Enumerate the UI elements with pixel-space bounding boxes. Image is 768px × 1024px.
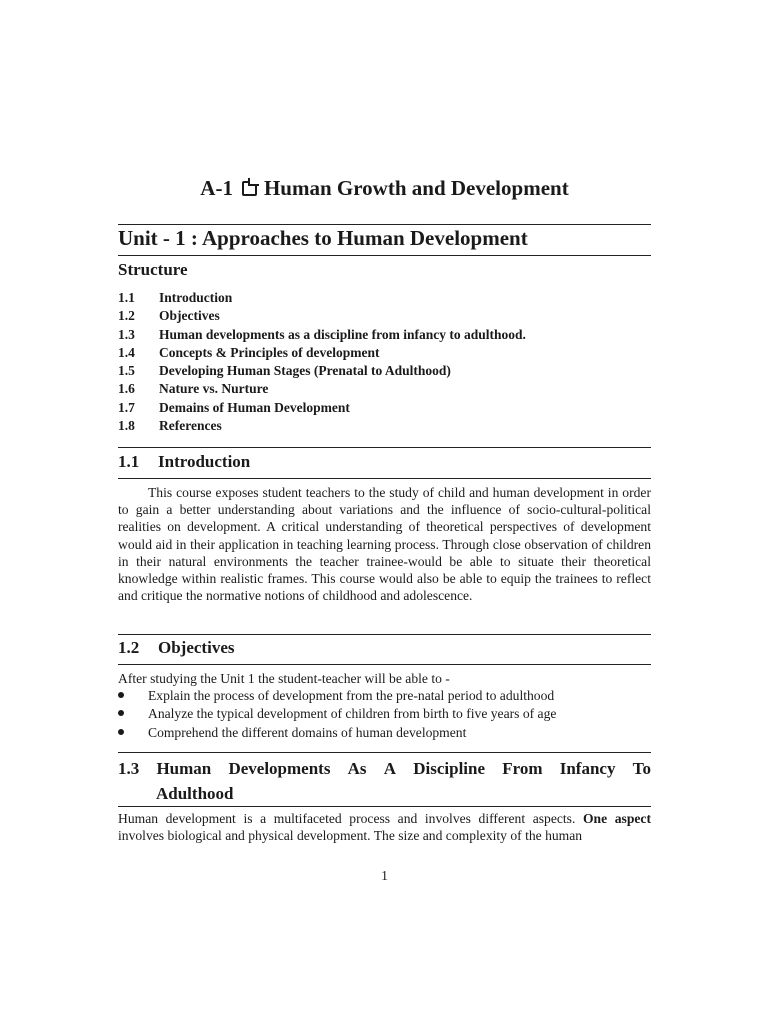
toc-item bbox=[118, 400, 526, 418]
toc-number: 1.6 bbox=[118, 381, 135, 397]
course-code: A-1 bbox=[200, 176, 233, 200]
toc-label: Objectives bbox=[159, 308, 220, 324]
toc-number: 1.1 bbox=[118, 290, 135, 305]
list-item-text: Analyze the typical development of children from birth to five years of age bbox=[148, 706, 557, 722]
heading-word: To bbox=[632, 759, 651, 778]
bullet-icon bbox=[118, 692, 124, 698]
toc-item bbox=[118, 290, 526, 308]
toc-item bbox=[118, 363, 526, 381]
document-title bbox=[118, 176, 651, 201]
toc-label: Nature vs. Nurture bbox=[159, 381, 269, 397]
heading-word: Discipline bbox=[413, 759, 486, 778]
section-heading-line: Adulthood bbox=[156, 784, 234, 803]
bullet-icon bbox=[118, 710, 124, 716]
page-number: 1 bbox=[381, 868, 388, 883]
heading-word: From bbox=[502, 759, 543, 778]
section-number: 1.2 bbox=[118, 638, 140, 657]
course-title: Human Growth and Development bbox=[263, 176, 569, 200]
divider bbox=[118, 478, 651, 479]
section-heading-objectives bbox=[118, 638, 234, 658]
toc-number: 1.5 bbox=[118, 363, 135, 379]
toc-label: Human developments as a discipline from infancy to adulthood. bbox=[159, 326, 526, 342]
structure-heading: Structure bbox=[118, 260, 188, 279]
table-of-contents bbox=[118, 290, 526, 436]
checkbox-icon bbox=[242, 181, 257, 196]
toc-label: Demains of Human Development bbox=[159, 399, 350, 415]
list-item bbox=[118, 706, 556, 724]
heading-word: Infancy bbox=[559, 759, 616, 778]
objectives-list bbox=[118, 688, 556, 743]
heading-word: A bbox=[383, 759, 397, 778]
toc-number: 1.2 bbox=[118, 308, 135, 324]
toc-number: 1.3 bbox=[118, 326, 135, 342]
toc-item bbox=[118, 327, 526, 345]
toc-item bbox=[118, 381, 526, 399]
divider bbox=[118, 664, 651, 665]
paragraph-text: involves biological and physical development. The size and complexity of the human bbox=[118, 828, 583, 844]
objectives-intro: After studying the Unit 1 the student-teacher will be able to - bbox=[118, 671, 450, 686]
section-heading-line bbox=[118, 756, 651, 781]
divider bbox=[118, 447, 651, 448]
paragraph-bold-text: One aspect bbox=[582, 811, 651, 826]
introduction-paragraph: This course exposes student teachers to the study of child and human development in order to gain a better understanding about variations and the influence of socio-cultural-political realities on development. A critical understanding of theoretical perspectives of development would aid in their application in teaching learning process. Through close observation of children in their natural environments the teacher trainee-would be able to situate their theoretical knowledge within realistic frames. This course would also be able to equip the trainees to reflect and critique the normative notions of childhood and adolescence. bbox=[118, 485, 651, 604]
list-item bbox=[118, 725, 556, 743]
divider bbox=[118, 255, 651, 256]
unit-title: Unit - 1 : Approaches to Human Development bbox=[118, 226, 528, 250]
divider bbox=[118, 806, 651, 807]
heading-word: Developments bbox=[228, 759, 331, 778]
toc-label: Introduction bbox=[159, 290, 233, 305]
section-number: 1.1 bbox=[118, 452, 140, 471]
heading-word: Human bbox=[156, 759, 212, 778]
divider bbox=[118, 224, 651, 225]
list-item bbox=[118, 688, 556, 706]
toc-item bbox=[118, 308, 526, 326]
section-heading-introduction bbox=[118, 452, 250, 472]
discipline-paragraph bbox=[118, 810, 651, 844]
bullet-icon bbox=[118, 729, 124, 735]
paragraph-text: Human development is a multifaceted process and involves different aspects. bbox=[118, 811, 583, 826]
divider bbox=[118, 634, 651, 635]
toc-label: Developing Human Stages (Prenatal to Adulthood) bbox=[159, 363, 451, 379]
list-item-text: Comprehend the different domains of human development bbox=[148, 724, 467, 740]
toc-label: References bbox=[159, 418, 222, 434]
toc-item bbox=[118, 345, 526, 363]
section-title: Objectives bbox=[158, 638, 235, 657]
toc-number: 1.4 bbox=[118, 344, 135, 360]
toc-number: 1.7 bbox=[118, 399, 135, 415]
section-number: 1.3 bbox=[118, 759, 140, 778]
list-item-text: Explain the process of development from the pre-natal period to adulthood bbox=[148, 688, 555, 703]
divider bbox=[118, 752, 651, 753]
toc-item bbox=[118, 418, 526, 436]
toc-label: Concepts & Principles of development bbox=[159, 344, 380, 360]
section-title: Introduction bbox=[158, 452, 251, 471]
toc-number: 1.8 bbox=[118, 418, 135, 434]
heading-word: As bbox=[347, 759, 367, 778]
section-heading-discipline bbox=[118, 756, 651, 806]
